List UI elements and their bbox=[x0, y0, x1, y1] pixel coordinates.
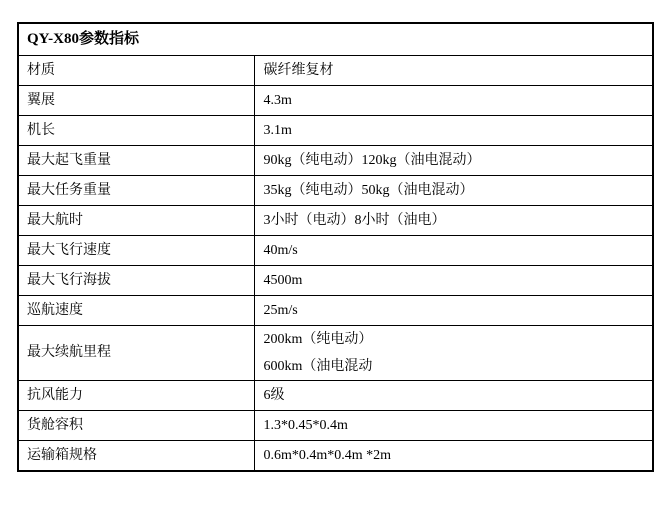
spec-label: 巡航速度 bbox=[18, 296, 254, 326]
table-row-transport-box-size bbox=[18, 441, 653, 472]
spec-label: 最大起飞重量 bbox=[18, 146, 254, 176]
spec-table bbox=[17, 22, 654, 472]
spec-value: 3.1m bbox=[254, 116, 653, 146]
spec-label: 机长 bbox=[18, 116, 254, 146]
table-row-max-endurance bbox=[18, 206, 653, 236]
spec-label: 最大飞行海拔 bbox=[18, 266, 254, 296]
spec-value bbox=[254, 326, 653, 381]
spec-value: 碳纤维复材 bbox=[254, 56, 653, 86]
spec-value: 35kg（纯电动）50kg（油电混动） bbox=[254, 176, 653, 206]
table-row-length bbox=[18, 116, 653, 146]
table-row-cruise-speed bbox=[18, 296, 653, 326]
spec-label: 翼展 bbox=[18, 86, 254, 116]
spec-label: 材质 bbox=[18, 56, 254, 86]
spec-value: 90kg（纯电动）120kg（油电混动） bbox=[254, 146, 653, 176]
table-row-wingspan bbox=[18, 86, 653, 116]
spec-value-line: 200km（纯电动） bbox=[263, 332, 373, 347]
spec-value: 0.6m*0.4m*0.4m *2m bbox=[254, 441, 653, 472]
spec-value: 4500m bbox=[254, 266, 653, 296]
spec-label: 抗风能力 bbox=[18, 381, 254, 411]
spec-value: 25m/s bbox=[254, 296, 653, 326]
table-row-wind-resistance bbox=[18, 381, 653, 411]
table-row-max-altitude bbox=[18, 266, 653, 296]
spec-value-line: 600km（油电混动 bbox=[263, 359, 373, 374]
spec-value: 40m/s bbox=[254, 236, 653, 266]
table-row-max-payload-weight bbox=[18, 176, 653, 206]
spec-label: 货舱容积 bbox=[18, 411, 254, 441]
spec-label: 最大续航里程 bbox=[18, 326, 254, 381]
table-row-max-speed bbox=[18, 236, 653, 266]
table-row-material bbox=[18, 56, 653, 86]
table-row-max-takeoff-weight bbox=[18, 146, 653, 176]
table-row-cargo-volume bbox=[18, 411, 653, 441]
table-title-row bbox=[18, 23, 653, 56]
spec-value: 6级 bbox=[254, 381, 653, 411]
spec-label: 最大航时 bbox=[18, 206, 254, 236]
spec-label: 最大飞行速度 bbox=[18, 236, 254, 266]
spec-label: 最大任务重量 bbox=[18, 176, 254, 206]
spec-value: 1.3*0.45*0.4m bbox=[254, 411, 653, 441]
spec-value: 4.3m bbox=[254, 86, 653, 116]
spec-label: 运输箱规格 bbox=[18, 441, 254, 472]
table-row-max-range bbox=[18, 326, 653, 381]
spec-value: 3小时（电动）8小时（油电） bbox=[254, 206, 653, 236]
table-title: QY-X80参数指标 bbox=[18, 23, 653, 56]
